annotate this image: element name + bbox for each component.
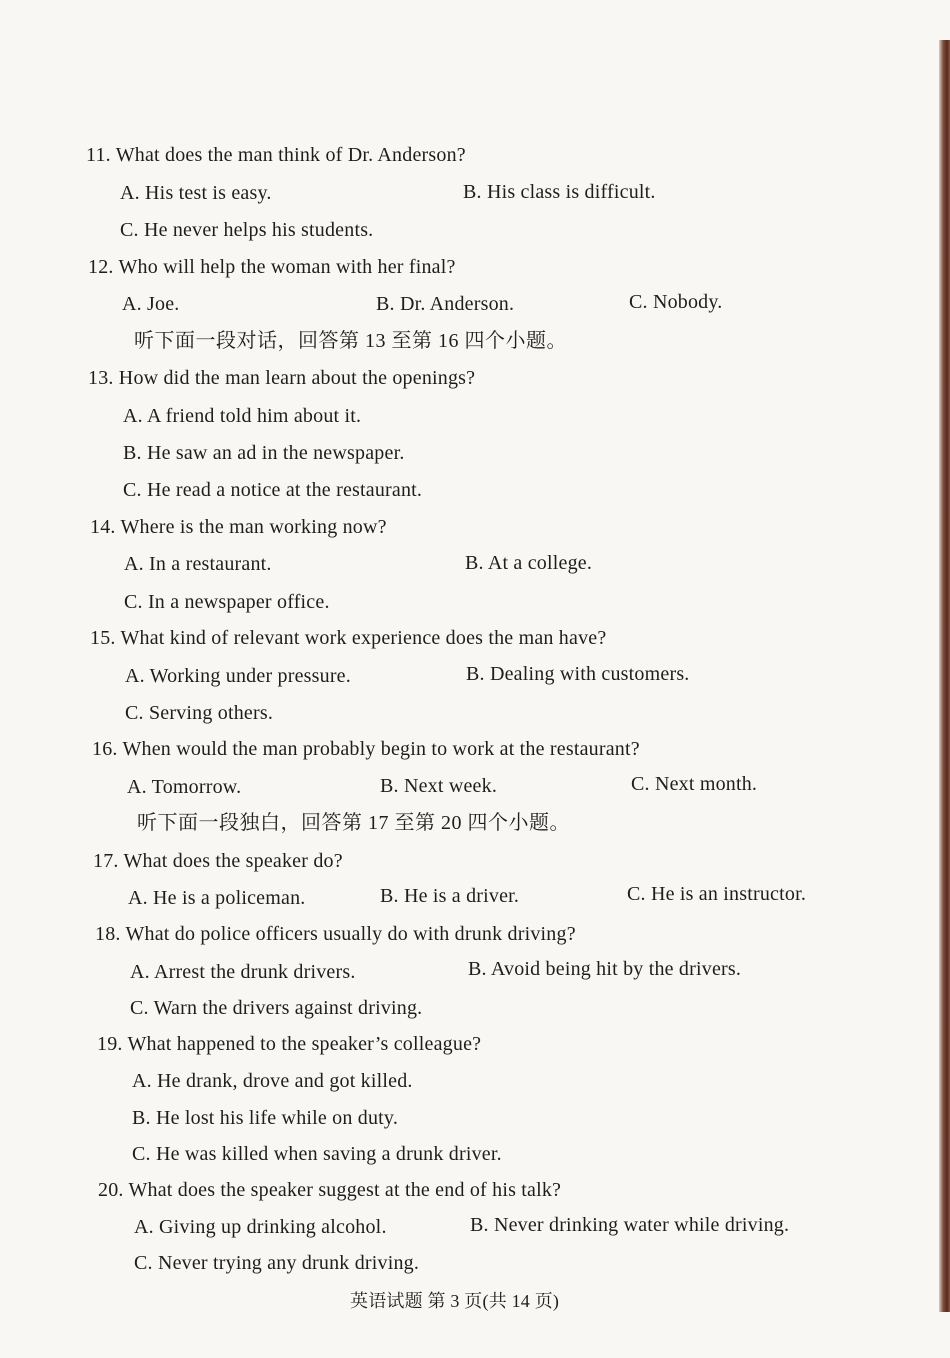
question-20-stem: 20. What does the speaker suggest at the end of his talk? — [98, 1179, 562, 1201]
question-11-stem: 11. What does the man think of Dr. Anderson? — [86, 144, 466, 166]
question-17-stem: 17. What does the speaker do? — [93, 850, 343, 872]
question-16-stem: 16. When would the man probably begin to work at the restaurant? — [92, 738, 640, 760]
question-15-option-c: C. Serving others. — [125, 702, 274, 724]
question-12-option-c: C. Nobody. — [629, 291, 723, 313]
question-20-option-c: C. Never trying any drunk driving. — [134, 1252, 420, 1274]
question-19-option-a: A. He drank, drove and got killed. — [132, 1070, 413, 1092]
question-11-option-a: A. His test is easy. — [120, 182, 272, 204]
question-19-option-b: B. He lost his life while on duty. — [132, 1107, 399, 1129]
question-14-option-a: A. In a restaurant. — [124, 553, 272, 575]
question-18-option-b: B. Avoid being hit by the drivers. — [468, 958, 742, 980]
question-20-option-b: B. Never drinking water while driving. — [470, 1214, 790, 1236]
question-19-option-c: C. He was killed when saving a drunk driver. — [132, 1143, 502, 1165]
question-12-stem: 12. Who will help the woman with her final? — [88, 256, 456, 278]
instruction-dialogue-13-16: 听下面一段对话，回答第 13 至第 16 四个小题。 — [134, 330, 567, 352]
page-footer: 英语试题 第 3 页(共 14 页) — [350, 1291, 560, 1311]
question-18-stem: 18. What do police officers usually do with drunk driving? — [95, 923, 576, 945]
page-edge-shadow — [939, 40, 950, 1312]
question-11-option-b: B. His class is difficult. — [463, 181, 656, 203]
question-14-option-c: C. In a newspaper office. — [124, 591, 330, 613]
question-16-option-a: A. Tomorrow. — [127, 776, 242, 798]
question-18-option-a: A. Arrest the drunk drivers. — [130, 961, 356, 983]
question-17-option-c: C. He is an instructor. — [627, 883, 807, 905]
question-13-stem: 13. How did the man learn about the openings? — [88, 367, 476, 389]
question-12-option-a: A. Joe. — [122, 293, 180, 315]
question-16-option-c: C. Next month. — [631, 773, 758, 795]
question-15-stem: 15. What kind of relevant work experience does the man have? — [90, 627, 607, 649]
question-14-option-b: B. At a college. — [465, 552, 593, 574]
question-13-option-c: C. He read a notice at the restaurant. — [123, 479, 423, 501]
question-17-option-a: A. He is a policeman. — [128, 887, 306, 909]
question-13-option-b: B. He saw an ad in the newspaper. — [123, 442, 405, 464]
question-12-option-b: B. Dr. Anderson. — [376, 293, 515, 315]
question-16-option-b: B. Next week. — [380, 775, 498, 797]
question-19-stem: 19. What happened to the speaker’s colleague? — [97, 1033, 482, 1055]
question-13-option-a: A. A friend told him about it. — [123, 405, 362, 427]
instruction-monologue-17-20: 听下面一段独白，回答第 17 至第 20 四个小题。 — [137, 812, 570, 834]
question-15-option-b: B. Dealing with customers. — [466, 663, 690, 685]
question-11-option-c: C. He never helps his students. — [120, 219, 374, 241]
question-18-option-c: C. Warn the drivers against driving. — [130, 997, 423, 1019]
question-17-option-b: B. He is a driver. — [380, 885, 520, 907]
question-15-option-a: A. Working under pressure. — [125, 665, 351, 687]
question-14-stem: 14. Where is the man working now? — [90, 516, 387, 538]
question-20-option-a: A. Giving up drinking alcohol. — [134, 1216, 387, 1238]
